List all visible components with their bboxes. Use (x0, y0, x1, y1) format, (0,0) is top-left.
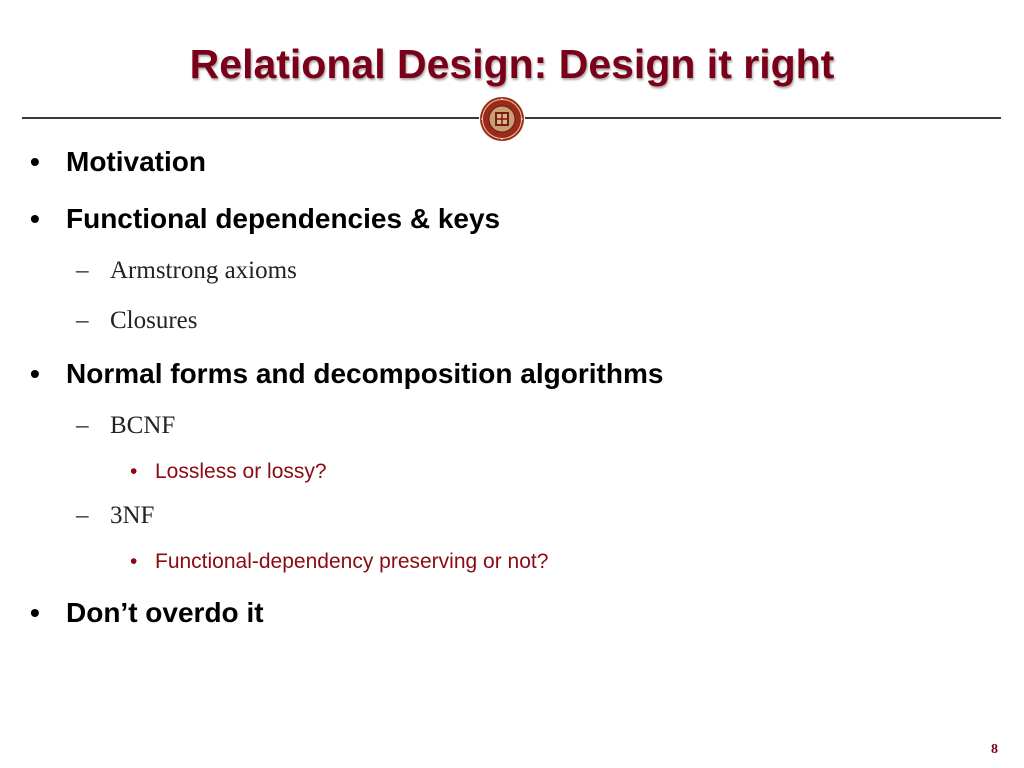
sub-sub-bullet-mark: • (130, 550, 138, 573)
bullet-text: Functional dependencies & keys (66, 203, 501, 234)
sub-bullet-text: Closures (110, 307, 198, 334)
sub-sub-bullet-item (130, 459, 327, 485)
bullet-mark: • (30, 358, 40, 389)
slide-title: Relational Design: Design it right (189, 41, 835, 87)
sub-bullet-item (76, 256, 297, 286)
bullet-mark: • (30, 597, 40, 628)
bullet-text: Normal forms and decomposition algorithms (66, 358, 664, 389)
sub-bullet-text: 3NF (110, 502, 155, 529)
sub-bullet-item (76, 306, 198, 336)
bullet-text: Don’t overdo it (66, 597, 264, 628)
sub-sub-bullet-text: Lossless or lossy? (155, 460, 327, 483)
bullet-item (30, 357, 663, 391)
sub-bullet-item (76, 411, 175, 441)
sub-bullet-mark: – (76, 412, 89, 439)
sub-bullet-mark: – (76, 257, 89, 284)
bullet-mark: • (30, 146, 40, 177)
sub-bullet-text: BCNF (110, 412, 176, 439)
sub-bullet-text: Armstrong axioms (110, 257, 297, 284)
sub-bullet-mark: – (76, 307, 89, 334)
sub-sub-bullet-mark: • (130, 460, 138, 483)
bullet-item (30, 145, 206, 179)
sub-bullet-mark: – (76, 502, 89, 529)
sub-bullet-item (76, 501, 154, 531)
sub-sub-bullet-item (130, 549, 548, 575)
bullet-item (30, 202, 500, 236)
bullet-item (30, 596, 264, 630)
sub-sub-bullet-text: Functional-dependency preserving or not? (155, 550, 549, 573)
page-number: 8 (991, 742, 998, 757)
bullet-text: Motivation (66, 146, 206, 177)
bullet-mark: • (30, 203, 40, 234)
